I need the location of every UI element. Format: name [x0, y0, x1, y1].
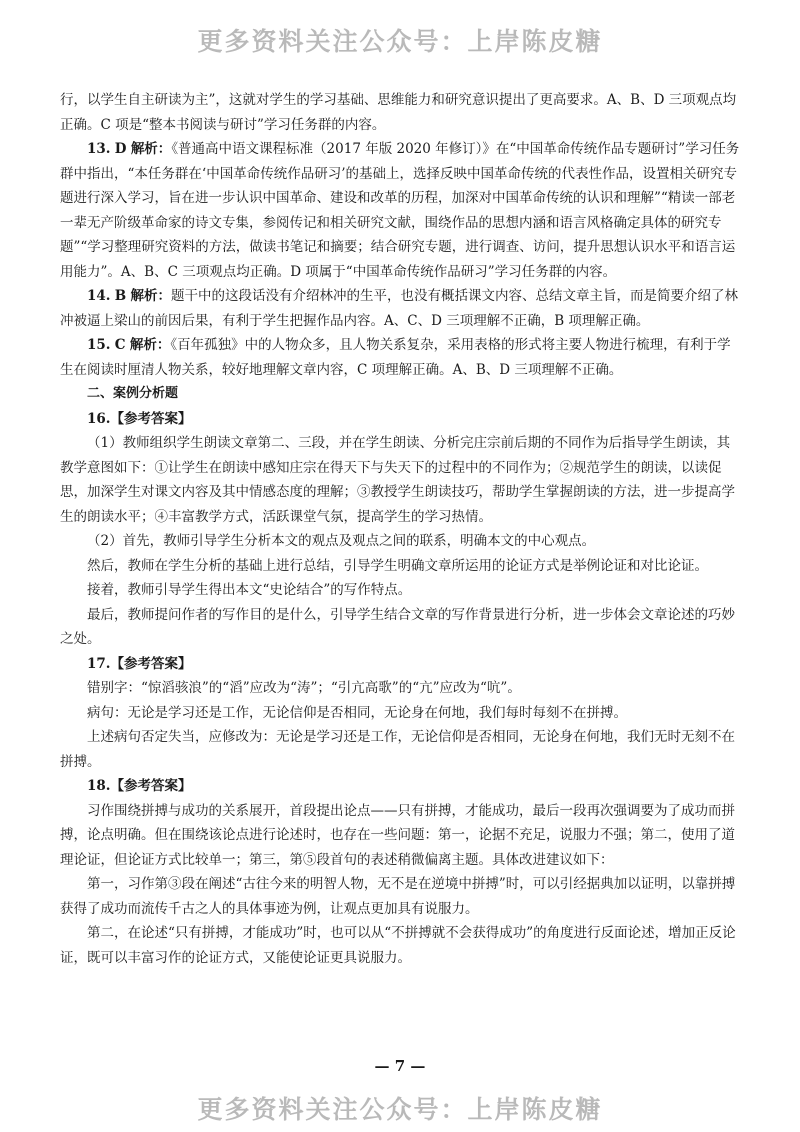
question-number: 14. [87, 288, 111, 304]
analysis-text: 《百年孤独》中的人物众多，且人物关系复杂，采用表格的形式将主要人物进行梳理，有利于学生在阅读时厘清人物关系，较好地理解文章内容，C 项理解正确。A、B、D 三项理解不正确。 [60, 337, 731, 378]
answer-18-header: 18.【参考答案】 [87, 778, 192, 794]
paragraph-continuation: 行，以学生自主研读为主”，这就对学生的学习基础、思维能力和研究意识提出了更高要求。A、B、D 三项观点均正确。C 项是“整本书阅读与研讨”学习任务群的内容。 [60, 92, 737, 133]
answer-13 [60, 137, 740, 284]
answer-16-para: 最后，教师提问作者的写作目的是什么，引导学生结合文章的写作背景进行分析，进一步体会文章论述的巧妙之处。 [60, 606, 735, 647]
question-number: 13. [87, 141, 111, 157]
answer-18-para: 第二，在论述“只有拼搏，才能成功”时，也可以从“不拼搏就不会获得成功”的角度进行反面论述，增加正反论证，既可以丰富习作的论证方式，又能使论证更具说服力。 [60, 925, 736, 966]
analysis-label: 解析： [130, 141, 172, 157]
answer-letter: D [114, 141, 127, 157]
answer-16-para: 接着，教师引导学生得出本文“史论结合”的写作特点。 [87, 582, 412, 598]
answer-18-para: 习作围绕拼搏与成功的关系展开，首段提出论点——只有拼搏，才能成功，最后一段再次强调要为了成功而拼搏，论点明确。但在围绕该论点进行论述时，也存在一些问题：第一，论据不充足，说服力不强；第二，使用了道理论证，但论证方式比较单一；第三，第⑤段首句的表述稍微偏离主题。具体改进建议如下： [60, 802, 735, 868]
watermark-bottom: 更多资料关注公众号：上岸陈皮糖 [197, 1095, 603, 1124]
section-title: 二、案例分析题 [87, 386, 179, 401]
answer-14 [60, 284, 740, 333]
answer-letter: B [114, 288, 127, 304]
answer-17-para: 上述病句否定失当，应修改为：无论是学习还是工作，无论信仰是否相同，无论身在何地，我们无时无刻不在拼搏。 [60, 729, 735, 770]
answer-18-para: 第一，习作第③段在阐述“古往今来的明智人物，无不是在逆境中拼搏”时，可以引经据典加以证明，以靠拼搏获得了成功而流传千古之人的具体事迹为例，让观点更加具有说服力。 [60, 876, 736, 917]
document-body [60, 88, 740, 970]
answer-17-header: 17.【参考答案】 [87, 655, 192, 672]
analysis-text: 《普通高中语文课程标准（2017 年版 2020 年修订）》在“中国革命传统作品专题研讨”学习任务群中指出，“本任务群在‘中国革命传统作品研习’的基础上，选择反映中国革命传统的代表性作品，设置相关研究专题进行深入学习，旨在进一步认识中国革命、建设和改革的历程，加深对中国革命传统的认识和理解”“精读一部老一辈无产阶级革命家的诗文专集，参阅传记和相关研究文献，围绕作品的思想内涵和语言风格确定具体的研究专题”“学习整理研究资料的方法，做读书笔记和摘要；结合研究专题，进行调查、访问，提升思想认识水平和语言运用能力”。A、B、C 三项观点均正确。D 项属于“中国革命传统作品研习”学习任务群的内容。 [60, 141, 740, 280]
answer-16-para: （2）首先，教师引导学生分析本文的观点及观点之间的联系，明确本文的中心观点。 [87, 533, 596, 549]
analysis-label: 解析： [130, 288, 172, 304]
answer-17-para: 错别字：“惊滔骇浪”的“滔”应改为“涛”；“引亢高歌”的“亢”应改为“吭”。 [87, 680, 521, 696]
watermark-top: 更多资料关注公众号：上岸陈皮糖 [197, 27, 603, 56]
page-number: — 7 — [374, 1057, 426, 1075]
analysis-label: 解析： [129, 337, 171, 353]
answer-16-para: （1）教师组织学生朗读文章第二、三段，并在学生朗读、分析完庄宗前后期的不同作为后指导学生朗读，其教学意图如下：①让学生在朗读中感知庄宗在得天下与失天下的过程中的不同作为；②规范学生的朗读，以读促思，加深学生对课文内容及其中情感态度的理解；③教授学生朗读技巧，帮助学生掌握朗读的方法，进一步提高学生的朗读水平；④丰富教学方式，活跃课堂气氛，提高学生的学习热情。 [60, 435, 735, 525]
answer-17-para: 病句：无论是学习还是工作，无论信仰是否相同，无论身在何地，我们每时每刻不在拼搏。 [87, 704, 627, 721]
question-number: 15. [87, 337, 111, 353]
answer-letter: C [114, 337, 126, 353]
answer-15 [60, 333, 740, 382]
answer-16-para: 然后，教师在学生分析的基础上进行总结，引导学生明确文章所运用的论证方式是举例论证和对比论证。 [87, 557, 708, 574]
answer-16-header: 16.【参考答案】 [87, 410, 192, 427]
analysis-text: 题干中的这段话没有介绍林冲的生平，也没有概括课文内容、总结文章主旨，而是简要介绍了林冲被逼上梁山的前因后果，有利于学生把握作品内容。A、C、D 三项理解不正确，B 项理解正确。 [60, 288, 739, 329]
